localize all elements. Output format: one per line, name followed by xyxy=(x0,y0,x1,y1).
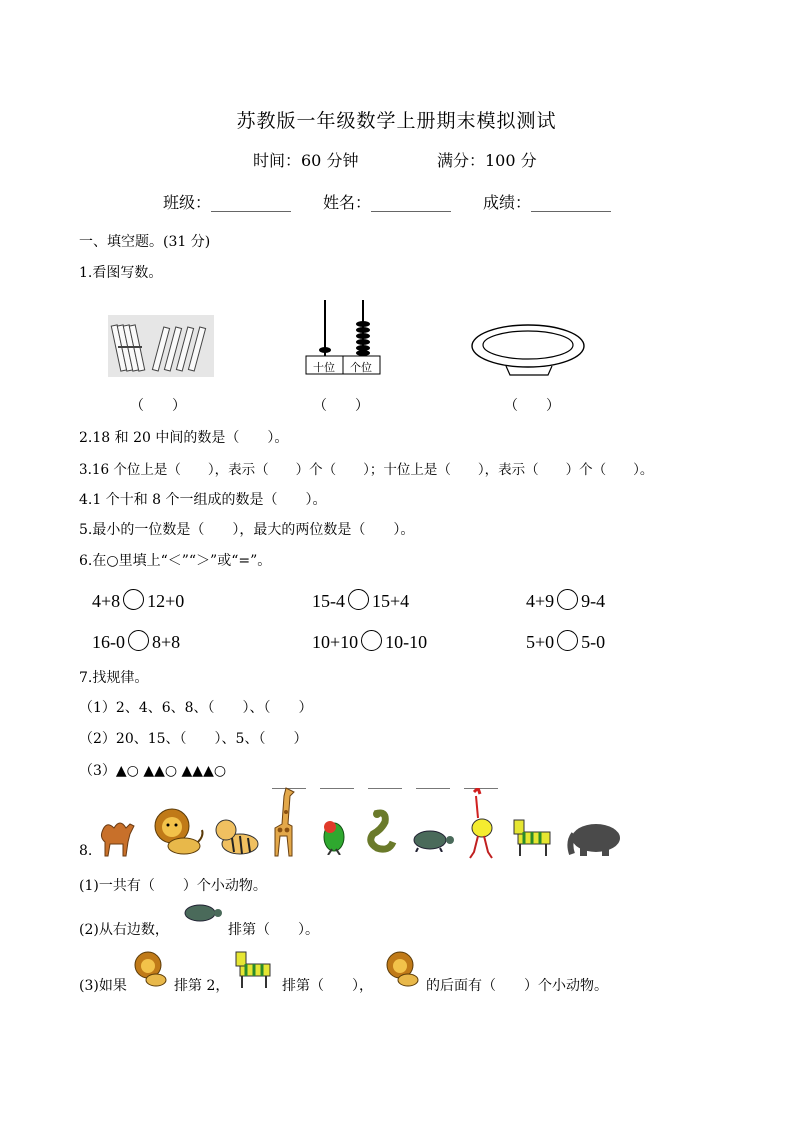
compare-circle[interactable] xyxy=(557,630,578,651)
full-score: 满分：100 分 xyxy=(437,151,537,170)
abacus-tens-label: 十位 xyxy=(313,361,335,374)
compare-circle[interactable] xyxy=(361,630,382,651)
compare-item: 5+0 5-0 xyxy=(526,632,606,652)
compare-circle[interactable] xyxy=(128,630,149,651)
compare-circle[interactable] xyxy=(348,589,369,610)
question-7: 7.找规律。 xyxy=(79,670,149,686)
giraffe-icon xyxy=(266,784,300,858)
compare-circle[interactable] xyxy=(123,589,144,610)
question-8-2-start: (2)从右边数， xyxy=(79,922,169,938)
snake-icon xyxy=(365,808,397,854)
class-field: 班级：__________ xyxy=(163,193,292,212)
turtle-icon xyxy=(180,902,224,924)
question-8-3-mid: 排第 2， xyxy=(174,978,230,994)
compare-item: 4+8 12+0 xyxy=(92,591,185,611)
compare-item: 10+10 10-10 xyxy=(312,632,428,652)
parrot-icon xyxy=(318,815,350,855)
question-8-1: (1)一共有（ ）个小动物。 xyxy=(79,878,267,894)
lion-icon xyxy=(132,950,168,988)
turtle-icon xyxy=(408,828,456,852)
zebra-icon xyxy=(232,950,280,990)
question-4: 4.1 个十和 8 个一组成的数是（ ）。 xyxy=(79,492,327,508)
time-limit: 时间：60 分钟 xyxy=(253,151,359,170)
sticks-bundle-image xyxy=(108,315,214,377)
question-2: 2.18 和 20 中间的数是（ ）。 xyxy=(79,430,289,446)
answer-blank-2[interactable]: （ ） xyxy=(313,398,369,414)
question-8-2-end: 排第（ ）。 xyxy=(228,922,319,938)
question-1: 1.看图写数。 xyxy=(79,265,163,281)
grade-field: 成绩：__________ xyxy=(483,193,612,212)
camel-icon xyxy=(96,812,136,858)
compare-item: 15-4 15+4 xyxy=(312,591,410,611)
zebra-icon xyxy=(510,816,560,858)
page-title: 苏教版一年级数学上册期末模拟测试 xyxy=(236,110,557,132)
lion-icon xyxy=(384,950,420,988)
section-heading: 一、填空题。(31 分) xyxy=(79,234,211,250)
question-6: 6.在○里填上“＜”“＞”或“=”。 xyxy=(79,553,272,569)
lion-icon xyxy=(150,806,206,858)
question-8-3-rank: 排第（ ）， xyxy=(282,978,373,994)
tiger-icon xyxy=(212,816,262,858)
ostrich-icon xyxy=(466,788,496,860)
elephant-icon xyxy=(566,820,624,858)
question-3: 3.16 个位上是（ ），表示（ ）个（ ）；十位上是（ ），表示（ ）个（ ）。 xyxy=(79,462,654,478)
compare-item: 4+9 9-4 xyxy=(526,591,606,611)
compare-item: 16-0 8+8 xyxy=(92,632,181,652)
question-8: 8. xyxy=(79,843,93,859)
question-8-3-start: (3)如果 xyxy=(79,978,127,994)
question-7-3: （3）▲○ ▲▲○ ▲▲▲○ xyxy=(79,763,227,779)
name-field: 姓名：__________ xyxy=(323,193,452,212)
empty-plate-image xyxy=(470,322,586,378)
compare-circle[interactable] xyxy=(557,589,578,610)
answer-blank-3[interactable]: （ ） xyxy=(504,398,560,414)
question-7-2: （2）20、15、（ ）、5、（ ） xyxy=(79,731,308,747)
question-5: 5.最小的一位数是（ ），最大的两位数是（ ）。 xyxy=(79,522,415,538)
question-8-3-end: 的后面有（ ）个小动物。 xyxy=(426,978,608,994)
question-7-1: （1）2、4、6、8、（ ）、（ ） xyxy=(79,700,313,716)
answer-blank-1[interactable]: （ ） xyxy=(130,398,186,414)
abacus-ones-label: 个位 xyxy=(350,361,372,374)
